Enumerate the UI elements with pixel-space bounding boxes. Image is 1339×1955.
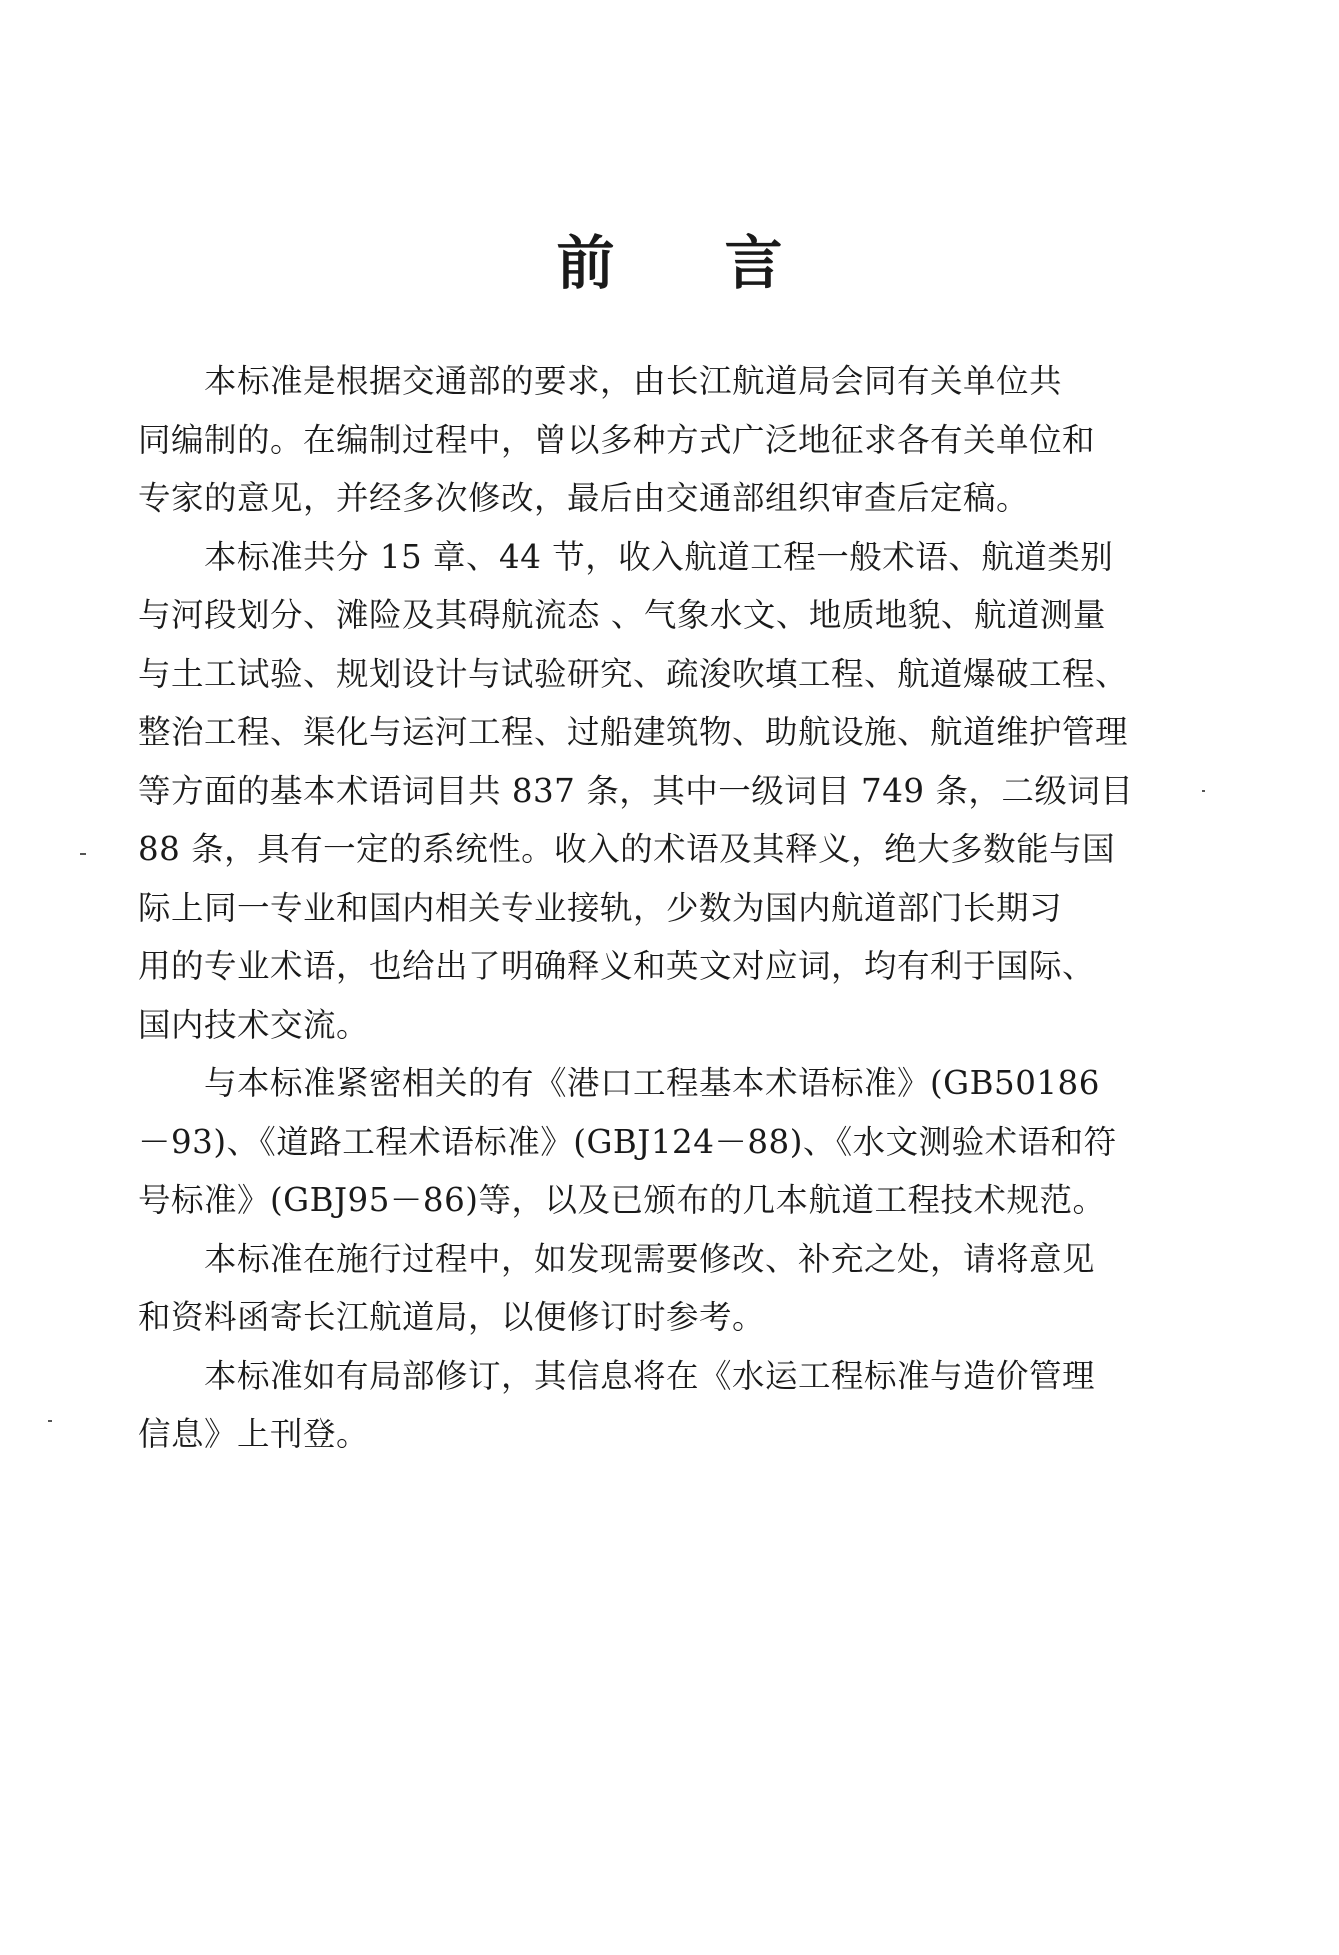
text-line: 与土工试验、规划设计与试验研究、疏浚吹填工程、航道爆破工程、: [138, 654, 1129, 693]
text-line: 用的专业术语，也给出了明确释义和英文对应词，均有利于国际、: [138, 947, 1096, 985]
text-line: 和资料函寄长江航道局，以便修订时参考。: [138, 1298, 766, 1336]
text-line: 整治工程、渠化与运河工程、过船建筑物、助航设施、航道维护管理: [138, 713, 1129, 751]
scan-speck: [1202, 790, 1205, 792]
text-line: 号标准》(GBJ95－86)等，以及已颁布的几本航道工程技术规范。: [138, 1181, 1106, 1219]
text-line: －93)、《道路工程术语标准》(GBJ124－88)、《水文测验术语和符: [138, 1122, 1117, 1161]
text-line: 同编制的。在编制过程中，曾以多种方式广泛地征求各有关单位和: [138, 420, 1096, 459]
scan-speck: [48, 1420, 52, 1422]
page-title: 前言: [556, 229, 893, 297]
text-line: 际上同一专业和国内相关专业接轨，少数为国内航道部门长期习: [138, 888, 1063, 927]
text-line: 信息》上刊登。: [138, 1415, 370, 1453]
scan-speck: [80, 853, 86, 855]
text-line: 本标准在施行过程中，如发现需要修改、补充之处，请将意见: [204, 1239, 1096, 1278]
paragraph-2: [138, 528, 1198, 1055]
text-line: 专家的意见，并经多次修改，最后由交通部组织审查后定稿。: [138, 479, 1030, 517]
text-line: 等方面的基本术语词目共 837 条，其中一级词目 749 条，二级词目: [138, 771, 1134, 810]
paragraph-3: [138, 1054, 1198, 1230]
text-line: 国内技术交流。: [138, 1005, 370, 1044]
text-line: 88 条，具有一定的系统性。收入的术语及其释义，绝大多数能与国: [138, 830, 1116, 868]
text-line: 本标准如有局部修订，其信息将在《水运工程标准与造价管理: [204, 1356, 1096, 1395]
document-body: [138, 352, 1198, 1464]
text-line: 本标准是根据交通部的要求，由长江航道局会同有关单位共: [204, 362, 1063, 400]
text-line: 与本标准紧密相关的有《港口工程基本术语标准》(GB50186: [204, 1064, 1100, 1102]
text-line: 本标准共分 15 章、44 节，收入航道工程一般术语、航道类别: [204, 537, 1114, 576]
paragraph-4: [138, 1230, 1198, 1347]
paragraph-5: [138, 1347, 1198, 1464]
text-line: 与河段划分、滩险及其碍航流态 、气象水文、地质地貌、航道测量: [138, 596, 1106, 634]
paragraph-1: [138, 352, 1198, 528]
